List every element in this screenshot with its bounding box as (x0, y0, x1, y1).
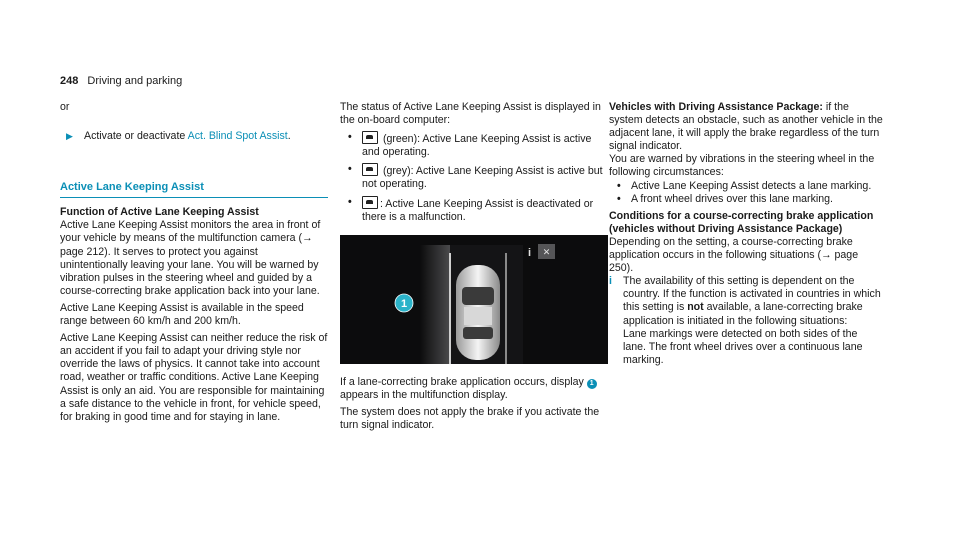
list-item: • : Active Lane Keeping Assist is deactivated or there is a malfunction. (348, 195, 594, 223)
close-icon: ✕ (542, 248, 551, 258)
blind-spot-assist-link[interactable]: Act. Blind Spot Assist (187, 130, 288, 143)
info-icon: i (528, 247, 532, 259)
column-3 (609, 101, 883, 367)
or-text: or (60, 101, 70, 113)
lane-highlight-left (420, 245, 450, 364)
turn-signal-text: The system does not apply the brake if you activate the turn signal indicator. (340, 406, 600, 432)
list-item: • Active Lane Keeping Assist detects a lane marking. (617, 179, 872, 192)
note-block: i The availability of this setting is dependent on the country. If the function is activated in countries in which this setting is not available, a lane-correcting brake application is initiated in the following situations: Lane markings were detected on both sides of the lane. The front wheel drives over a continuous lane marking. (609, 275, 881, 366)
callout-1-label: 1 (400, 298, 408, 310)
list-item: • A front wheel drives over this lane marking. (617, 192, 833, 205)
step-arrow-icon: ▶ (66, 131, 73, 142)
paragraph-2: Active Lane Keeping Assist is available in the speed range between 60 km/h and 200 km/h. (60, 301, 304, 328)
lane-assist-grey-icon (362, 163, 378, 176)
lane-assist-off-icon (362, 196, 378, 209)
lane-marking-left (449, 253, 451, 364)
activate-step: ▶ Activate or deactivate Act. Blind Spot Assist. (60, 130, 328, 143)
list-item: • (green): Active Lane Keeping Assist is active and operating. (348, 131, 592, 159)
conditions-text: Depending on the setting, a course-correcting brake application occurs in the following situations (→ page 250). (609, 235, 859, 275)
column-2 (340, 101, 608, 224)
car-icon (456, 265, 500, 360)
section-title: Active Lane Keeping Assist (60, 181, 328, 198)
vehicles-paragraph: Vehicles with Driving Assistance Package: if the system detects an obstacle, such as another vehicle in the adjacent lane, it will apply the brake regardless of the turn signal indicator. (609, 101, 883, 153)
lane-assist-green-icon (362, 131, 378, 144)
section-name: Driving and parking (87, 75, 183, 87)
column-1 (60, 101, 328, 424)
status-intro: The status of Active Lane Keeping Assist is displayed in the on-board computer: (340, 101, 601, 127)
display-graphic (340, 235, 608, 364)
brake-display-text: If a lane-correcting brake application occurs, display 1 appears in the multifunction display. (340, 376, 608, 402)
callout-1-ref: 1 (587, 379, 597, 389)
list-item: • (grey): Active Lane Keeping Assist is active but not operating. (348, 163, 603, 191)
callout-1-marker (395, 294, 413, 312)
page-number: 248 (60, 75, 79, 87)
function-title: Function of Active Lane Keeping Assist (60, 206, 259, 219)
multifunction-display-image (340, 235, 608, 364)
info-note-icon: i (609, 275, 612, 288)
paragraph-3: Active Lane Keeping Assist can neither reduce the risk of an accident if you fail to adapt your driving style nor override the laws of physics. It cannot take into account road, weather or traffic conditions. Active Lane Keeping Assist is only an aid. You are responsible for maintaining a safe distance to the vehicle in front, for vehicle speed, for braking in good time and for staying in lane. (60, 332, 328, 423)
page-header (60, 75, 182, 88)
paragraph-1: Active Lane Keeping Assist monitors the area in front of your vehicle by means of the multifunction camera (→ page 212). It serves to protect you against unintentionally leaving your lane. You will be warned by vibration pulses in the steering wheel and guided by a course-correcting brake application back into your lane. (60, 219, 321, 297)
lane-marking-right (505, 253, 507, 364)
conditions-title: Conditions for a course-correcting brake application (vehicles without Driving Assistance Package) (609, 209, 874, 235)
warned-paragraph: You are warned by vibrations in the steering wheel in the following circumstances: (609, 153, 875, 179)
column-2-lower (340, 376, 608, 432)
